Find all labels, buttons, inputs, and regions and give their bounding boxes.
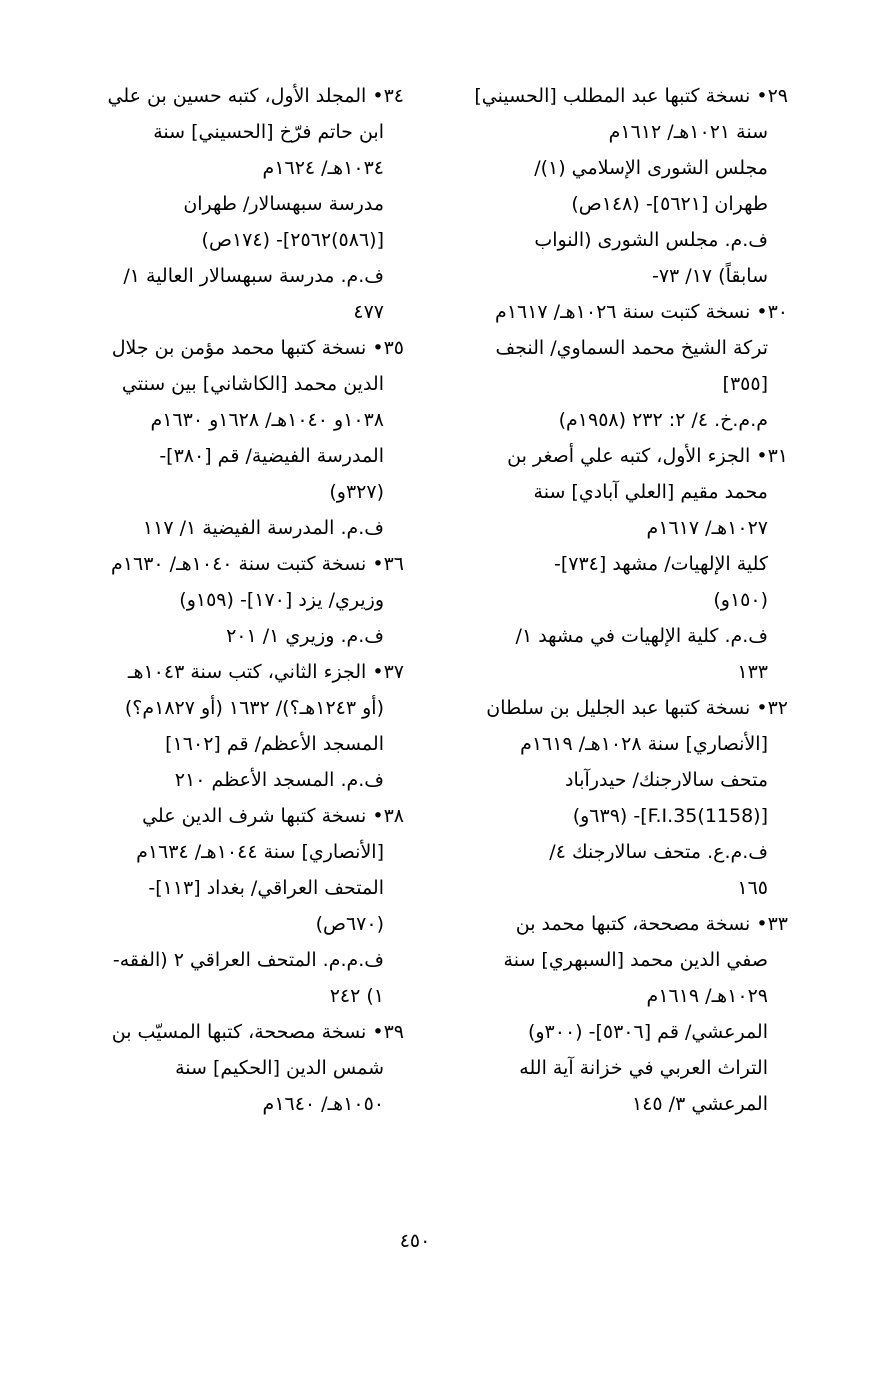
entry-line: ف.م. المسجد الأعظم ٢١٠ — [174, 769, 384, 791]
entry-line: ١) ٢٤٢ — [329, 985, 384, 1007]
entry-line: م.م.خ. ٤/ ٢: ٢٣٢ (١٩٥٨م) — [558, 409, 768, 431]
entry-first-line: ٣٩• نسخة مصححة، كتبها المسيّب بن — [111, 1021, 404, 1043]
entry-line: ٤٧٧ — [353, 301, 384, 323]
entry-first-line: ٣١• الجزء الأول، كتبه علي أصغر بن — [507, 445, 788, 467]
page-number: ٤٥٠ — [399, 1230, 431, 1252]
entry-line: تركة الشيخ محمد السماوي/ النجف — [495, 337, 768, 359]
entry-line: مدرسة سبهسالار/ طهران — [183, 193, 384, 215]
entry-line: ف.م.م. المتحف العراقي ٢ (الفقه- — [112, 949, 384, 971]
entry-first-line: ٢٩• نسخة كتبها عبد المطلب [الحسيني] — [474, 85, 788, 107]
entry-line: المتحف العراقي/ بغداد [١١٣]- — [148, 877, 384, 899]
entry-line: محمد مقيم [العلي آبادي] سنة — [533, 481, 768, 503]
entry-line: وزيري/ يزد [١٧٠]- (١٥٩و) — [179, 589, 384, 611]
entry-line: ف.م. مجلس الشورى (النواب — [534, 229, 768, 251]
entry-first-line: ٣٦• نسخة كتبت سنة ١٠٤٠هـ/ ١٦٣٠م — [111, 553, 404, 575]
entry-line: ١٠٣٤هـ/ ١٦٢٤م — [262, 157, 384, 179]
entry-line: [الأنصاري] سنة ١٠٤٤هـ/ ١٦٣٤م — [136, 841, 384, 863]
entry-line: [الأنصاري] سنة ١٠٢٨هـ/ ١٦١٩م — [520, 733, 768, 755]
entry-line: ١٠٢٩هـ/ ١٦١٩م — [646, 985, 768, 1007]
entry-first-line: ٣٨• نسخة كتبها شرف الدين علي — [142, 805, 404, 827]
entry-line: ف.م. كلية الإلهيات في مشهد ١/ — [515, 625, 768, 647]
right-column — [436, 78, 788, 1122]
entry-line: الدين محمد [الكاشاني] بين سنتي — [121, 373, 384, 395]
entry-line: (٣٢٧و) — [329, 481, 384, 503]
entry-line: متحف سالارجنك/ حيدرآباد — [565, 769, 768, 791]
entry-line: ف.م.ع. متحف سالارجنك ٤/ — [549, 841, 768, 863]
entry-line: [٣٥٥] — [722, 373, 768, 395]
entry-line: ١٦٥ — [737, 877, 768, 899]
left-column — [54, 78, 404, 1122]
entry-line: التراث العربي في خزانة آية الله — [519, 1057, 768, 1079]
entry-line: المدرسة الفيضية/ قم [٣٨٠]- — [159, 445, 384, 467]
entry-first-line: ٣٤• المجلد الأول، كتبه حسين بن علي — [107, 85, 404, 107]
entry-line: المرعشي ٣/ ١٤٥ — [632, 1093, 768, 1115]
entry-line: (١٥٠و) — [713, 589, 768, 611]
entry-line: ١٠٥٠هـ/ ١٦٤٠م — [262, 1093, 384, 1115]
entry-line: (٦٧٠ص) — [315, 913, 384, 935]
entry-line: ف.م. مدرسة سبهسالار العالية ١/ — [123, 265, 384, 287]
entry-first-line: ٣٢• نسخة كتبها عبد الجليل بن سلطان — [486, 697, 788, 719]
entry-line: [(٥٨٦)٢٥٦٢]- (١٧٤ص) — [201, 229, 384, 251]
entry-line: (أو ١٢٤٣هـ؟)/ ١٦٣٢ (أو ١٨٢٧م؟) — [124, 697, 384, 719]
entry-line: ١٠٢٧هـ/ ١٦١٧م — [646, 517, 768, 539]
entry-first-line: ٣٥• نسخة كتبها محمد مؤمن بن جلال — [111, 337, 404, 359]
entry-line: سابقاً) ١٧/ ٧٣- — [651, 265, 768, 287]
entry-first-line: ٣٠• نسخة كتبت سنة ١٠٢٦هـ/ ١٦١٧م — [495, 301, 788, 323]
entry-line: ١٠٣٨و ١٠٤٠هـ/ ١٦٢٨و ١٦٣٠م — [150, 409, 384, 431]
entry-line: سنة ١٠٢١هـ/ ١٦١٢م — [608, 121, 768, 143]
entry-line: ف.م. وزيري ١/ ٢٠١ — [226, 625, 384, 647]
entry-line: كلية الإلهيات/ مشهد [٧٣٤]- — [553, 553, 768, 575]
entry-first-line: ٣٧• الجزء الثاني، كتب سنة ١٠٤٣هـ — [127, 661, 404, 683]
entry-line: ف.م. المدرسة الفيضية ١/ ١١٧ — [142, 517, 384, 539]
entry-line: المسجد الأعظم/ قم [١٦٠٢] — [165, 733, 384, 755]
entry-first-line: ٣٣• نسخة مصححة، كتبها محمد بن — [515, 913, 788, 935]
entry-line: شمس الدين [الحكيم] سنة — [175, 1057, 384, 1079]
entry-line: ابن حاتم فرّخ [الحسيني] سنة — [153, 121, 384, 143]
entry-line: المرعشي/ قم [٥٣٠٦]- (٣٠٠و) — [527, 1021, 768, 1043]
entry-line: صفي الدين محمد [السبهري] سنة — [503, 949, 768, 971]
entry-line: ١٣٣ — [737, 661, 768, 683]
entry-line: مجلس الشورى الإسلامي (١)/ — [534, 157, 768, 179]
entry-line: [(1158)F.I.35]- (٦٣٩و) — [572, 805, 768, 827]
entry-line: طهران [٥٦٢١]- (١٤٨ص) — [571, 193, 768, 215]
